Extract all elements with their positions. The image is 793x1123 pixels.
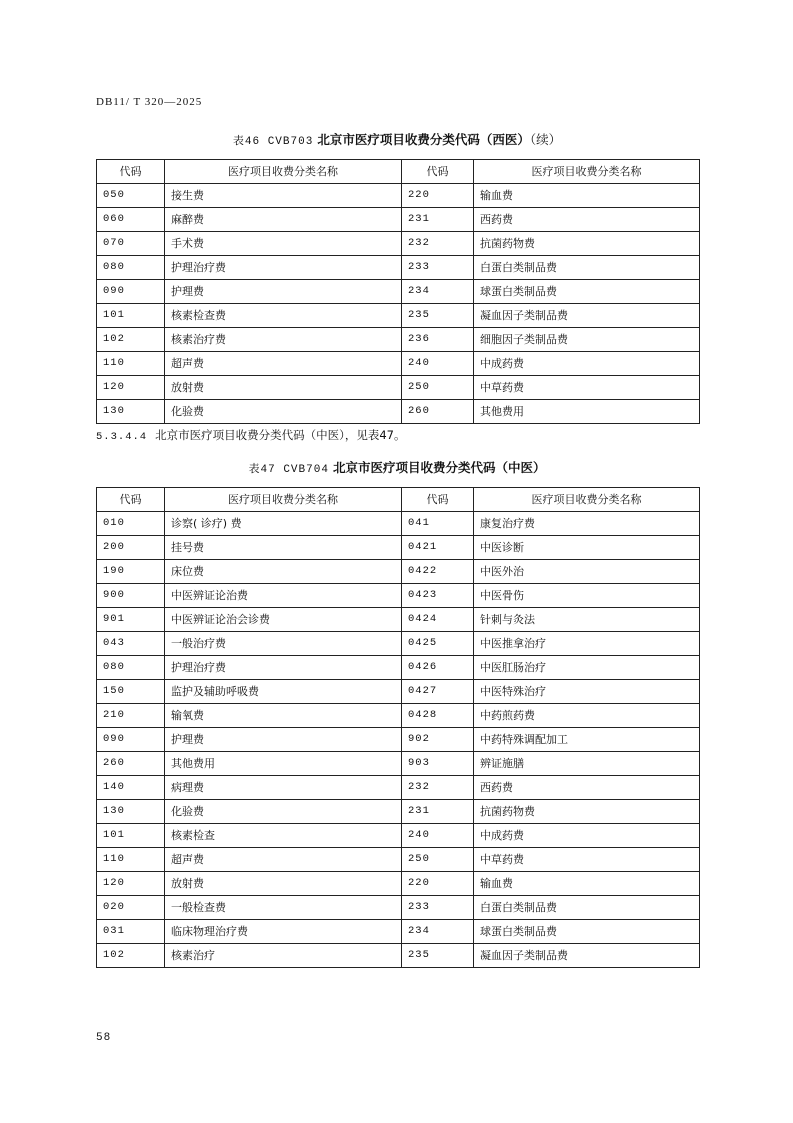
code-cell: 190 [97, 560, 165, 584]
code-cell: 102 [97, 944, 165, 968]
table-row [97, 728, 700, 752]
name-cell: 西药费 [474, 208, 700, 232]
name-cell: 输血费 [474, 184, 700, 208]
name-cell: 化验费 [165, 400, 402, 424]
name-cell: 手术费 [165, 232, 402, 256]
code-cell: 130 [97, 400, 165, 424]
code-cell: 110 [97, 848, 165, 872]
name-cell: 中医外治 [474, 560, 700, 584]
name-cell: 核素治疗费 [165, 328, 402, 352]
name-cell: 白蛋白类制品费 [474, 256, 700, 280]
table46 [96, 159, 700, 424]
code-cell: 110 [97, 352, 165, 376]
name-cell: 康复治疗费 [474, 512, 700, 536]
code-cell: 901 [97, 608, 165, 632]
code-cell: 080 [97, 256, 165, 280]
table47-header-1: 医疗项目收费分类名称 [165, 488, 402, 512]
table46-header-2: 代码 [402, 160, 474, 184]
code-cell: 250 [402, 376, 474, 400]
table46-header-3: 医疗项目收费分类名称 [474, 160, 700, 184]
table-row [97, 632, 700, 656]
table47-header-2: 代码 [402, 488, 474, 512]
table46-caption-title: 北京市医疗项目收费分类代码（西医） [317, 132, 530, 147]
table-row [97, 280, 700, 304]
name-cell: 其他费用 [474, 400, 700, 424]
code-cell: 234 [402, 920, 474, 944]
name-cell: 护理治疗费 [165, 256, 402, 280]
clause-5-3-4-4 [96, 427, 406, 443]
name-cell: 抗菌药物费 [474, 232, 700, 256]
code-cell: 250 [402, 848, 474, 872]
table46-header-1: 医疗项目收费分类名称 [165, 160, 402, 184]
name-cell: 护理费 [165, 728, 402, 752]
name-cell: 中医推拿治疗 [474, 632, 700, 656]
code-cell: 080 [97, 656, 165, 680]
name-cell: 核素检查 [165, 824, 402, 848]
code-cell: 235 [402, 304, 474, 328]
name-cell: 中医肛肠治疗 [474, 656, 700, 680]
name-cell: 抗菌药物费 [474, 800, 700, 824]
name-cell: 中成药费 [474, 352, 700, 376]
name-cell: 超声费 [165, 352, 402, 376]
name-cell: 中医骨伤 [474, 584, 700, 608]
name-cell: 接生费 [165, 184, 402, 208]
table-row [97, 896, 700, 920]
table-row [97, 328, 700, 352]
table-row [97, 208, 700, 232]
name-cell: 输血费 [474, 872, 700, 896]
code-cell: 231 [402, 208, 474, 232]
code-cell: 240 [402, 824, 474, 848]
table47-header-0: 代码 [97, 488, 165, 512]
table-row [97, 680, 700, 704]
table-row [97, 848, 700, 872]
table-row [97, 584, 700, 608]
code-cell: 240 [402, 352, 474, 376]
table-row [97, 256, 700, 280]
code-cell: 020 [97, 896, 165, 920]
name-cell: 核素治疗 [165, 944, 402, 968]
table46-header-row [97, 160, 700, 184]
code-cell: 0428 [402, 704, 474, 728]
code-cell: 236 [402, 328, 474, 352]
code-cell: 232 [402, 232, 474, 256]
name-cell: 中草药费 [474, 848, 700, 872]
table-row [97, 400, 700, 424]
code-cell: 031 [97, 920, 165, 944]
code-cell: 120 [97, 872, 165, 896]
name-cell: 临床物理治疗费 [165, 920, 402, 944]
table-row [97, 184, 700, 208]
code-cell: 101 [97, 824, 165, 848]
table-row [97, 352, 700, 376]
name-cell: 中药特殊调配加工 [474, 728, 700, 752]
name-cell: 病理费 [165, 776, 402, 800]
code-cell: 102 [97, 328, 165, 352]
name-cell: 凝血因子类制品费 [474, 304, 700, 328]
code-cell: 900 [97, 584, 165, 608]
name-cell: 放射费 [165, 376, 402, 400]
name-cell: 床位费 [165, 560, 402, 584]
code-cell: 233 [402, 256, 474, 280]
name-cell: 诊察( 诊疗) 费 [165, 512, 402, 536]
name-cell: 辨证施膳 [474, 752, 700, 776]
code-cell: 233 [402, 896, 474, 920]
code-cell: 101 [97, 304, 165, 328]
code-cell: 235 [402, 944, 474, 968]
name-cell: 细胞因子类制品费 [474, 328, 700, 352]
table-row [97, 536, 700, 560]
code-cell: 210 [97, 704, 165, 728]
code-cell: 060 [97, 208, 165, 232]
code-cell: 090 [97, 728, 165, 752]
name-cell: 中医诊断 [474, 536, 700, 560]
code-cell: 200 [97, 536, 165, 560]
table-row [97, 752, 700, 776]
name-cell: 针刺与灸法 [474, 608, 700, 632]
table-row [97, 656, 700, 680]
name-cell: 一般治疗费 [165, 632, 402, 656]
code-cell: 0425 [402, 632, 474, 656]
standard-number: DB11/ T 320—2025 [96, 96, 203, 108]
clause-number: 5.3.4.4 [96, 431, 148, 443]
table-row [97, 512, 700, 536]
code-cell: 043 [97, 632, 165, 656]
code-cell: 0423 [402, 584, 474, 608]
code-cell: 050 [97, 184, 165, 208]
code-cell: 0426 [402, 656, 474, 680]
code-cell: 231 [402, 800, 474, 824]
name-cell: 中药煎药费 [474, 704, 700, 728]
name-cell: 护理费 [165, 280, 402, 304]
name-cell: 中医辨证论治费 [165, 584, 402, 608]
code-cell: 0421 [402, 536, 474, 560]
table-row [97, 560, 700, 584]
name-cell: 护理治疗费 [165, 656, 402, 680]
code-cell: 220 [402, 184, 474, 208]
code-cell: 0427 [402, 680, 474, 704]
code-cell: 070 [97, 232, 165, 256]
name-cell: 球蛋白类制品费 [474, 920, 700, 944]
name-cell: 超声费 [165, 848, 402, 872]
table-row [97, 608, 700, 632]
table47-header-row [97, 488, 700, 512]
name-cell: 中医辨证论治会诊费 [165, 608, 402, 632]
name-cell: 麻醉费 [165, 208, 402, 232]
code-cell: 260 [402, 400, 474, 424]
table-row [97, 776, 700, 800]
code-cell: 0424 [402, 608, 474, 632]
name-cell: 中医特殊治疗 [474, 680, 700, 704]
table-row [97, 304, 700, 328]
page-number: 58 [96, 1032, 112, 1044]
code-cell: 902 [402, 728, 474, 752]
code-cell: 140 [97, 776, 165, 800]
table46-caption [96, 130, 698, 148]
table46-header-0: 代码 [97, 160, 165, 184]
table46-caption-number: 表46 CVB703 [232, 136, 314, 148]
clause-text: 北京市医疗项目收费分类代码（中医），见表47。 [155, 428, 406, 442]
table-row [97, 376, 700, 400]
table-row [97, 944, 700, 968]
table-row [97, 800, 700, 824]
name-cell: 白蛋白类制品费 [474, 896, 700, 920]
code-cell: 090 [97, 280, 165, 304]
code-cell: 234 [402, 280, 474, 304]
name-cell: 化验费 [165, 800, 402, 824]
name-cell: 中草药费 [474, 376, 700, 400]
table-row [97, 872, 700, 896]
table-row [97, 232, 700, 256]
table47-caption-number: 表47 CVB704 [248, 464, 329, 476]
code-cell: 260 [97, 752, 165, 776]
name-cell: 凝血因子类制品费 [474, 944, 700, 968]
code-cell: 150 [97, 680, 165, 704]
table47-caption-title: 北京市医疗项目收费分类代码（中医） [332, 460, 546, 475]
code-cell: 220 [402, 872, 474, 896]
table46-caption-suffix: （续） [529, 132, 562, 147]
table-row [97, 704, 700, 728]
table-row [97, 824, 700, 848]
name-cell: 挂号费 [165, 536, 402, 560]
name-cell: 输氧费 [165, 704, 402, 728]
code-cell: 041 [402, 512, 474, 536]
code-cell: 130 [97, 800, 165, 824]
name-cell: 西药费 [474, 776, 700, 800]
name-cell: 放射费 [165, 872, 402, 896]
code-cell: 120 [97, 376, 165, 400]
name-cell: 球蛋白类制品费 [474, 280, 700, 304]
code-cell: 0422 [402, 560, 474, 584]
code-cell: 232 [402, 776, 474, 800]
name-cell: 监护及辅助呼吸费 [165, 680, 402, 704]
table-row [97, 920, 700, 944]
name-cell: 一般检查费 [165, 896, 402, 920]
name-cell: 其他费用 [165, 752, 402, 776]
table47-header-3: 医疗项目收费分类名称 [474, 488, 700, 512]
name-cell: 中成药费 [474, 824, 700, 848]
table47 [96, 487, 700, 968]
code-cell: 010 [97, 512, 165, 536]
name-cell: 核素检查费 [165, 304, 402, 328]
table47-caption [96, 458, 698, 476]
code-cell: 903 [402, 752, 474, 776]
